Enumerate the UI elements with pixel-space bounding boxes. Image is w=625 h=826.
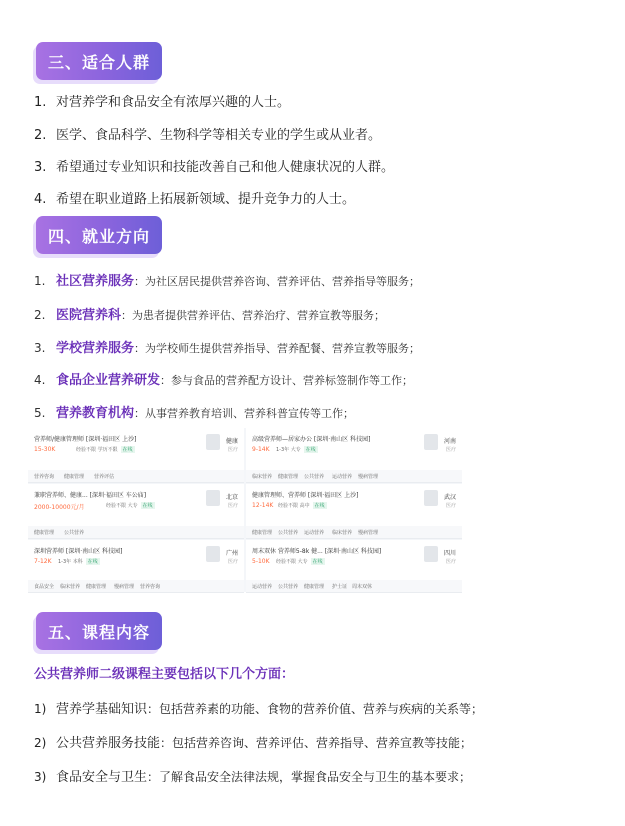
section-5-banner [36, 612, 162, 650]
company-industry: 医疗 [228, 503, 239, 509]
job-tags: 健康管理 公共营养 运动营养 临床营养 慢病管理 [246, 526, 462, 538]
section-3-banner [36, 42, 162, 80]
job-salary: 5-10K [252, 558, 270, 565]
company-logo [206, 546, 220, 562]
audience-item: 4. 希望在职业道路上拓展新领域、提升竞争力的人士。 [34, 192, 356, 207]
company-logo [206, 490, 220, 506]
company-name: 河南 [444, 438, 457, 445]
section-4-title: 四、就业方向 [47, 226, 150, 246]
company-name: 健康 [226, 438, 239, 445]
company-industry: 医疗 [446, 559, 457, 565]
job-meta: 经验不限 大专 在线 [106, 503, 153, 509]
job-title: 营养师/健康管理师 [深圳·福田区 上沙] [34, 436, 137, 443]
job-meta: 1-3年 本科 在线 [58, 559, 98, 565]
job-title: 兼职营养师、健康... [深圳·福田区 车公庙] [34, 492, 147, 499]
audience-item: 1. 对营养学和食品安全有浓厚兴趣的人士。 [34, 95, 291, 110]
employment-item: 1. 社区营养服务：为社区居民提供营养咨询、营养评估、营养指导等服务； [34, 274, 421, 289]
course-item: 2) 公共营养服务技能：包括营养咨询、营养评估、营养指导、营养宣教等技能； [34, 736, 473, 751]
section-3-title: 三、适合人群 [47, 52, 150, 72]
job-salary: 9-14K [252, 446, 270, 453]
job-salary: 12-14K [252, 502, 274, 509]
job-meta: 1-3年 大专 在线 [276, 447, 316, 453]
job-card[interactable] [28, 428, 244, 483]
online-badge: 在线 [312, 559, 323, 565]
job-card[interactable] [246, 484, 462, 539]
job-meta: 经验不限 大专 在线 [276, 559, 323, 565]
audience-item: 2. 医学、食品科学、生物科学等相关专业的学生或从业者。 [34, 128, 382, 143]
company-name: 武汉 [444, 494, 457, 501]
company-logo [424, 546, 438, 562]
company-industry: 医疗 [446, 447, 457, 453]
job-listings-screenshot [28, 428, 462, 592]
job-tags: 运动营养 公共营养 健康管理 护士证 周末双休 [246, 580, 462, 592]
job-title: 高级营养师—居家办公 [深圳·南山区 科技园] [252, 436, 371, 443]
course-item: 1) 营养学基础知识：包括营养素的功能、食物的营养价值、营养与疾病的关系等； [34, 702, 484, 717]
job-card[interactable] [246, 540, 462, 593]
employment-item: 5. 营养教育机构：从事营养教育培训、营养科普宣传等工作； [34, 406, 355, 421]
job-meta: 经验不限 学历不限 在线 [76, 447, 133, 453]
company-industry: 医疗 [228, 559, 239, 565]
online-badge: 在线 [142, 503, 153, 509]
audience-item: 3. 希望通过专业知识和技能改善自己和他人健康状况的人群。 [34, 160, 395, 175]
course-item: 3) 食品安全与卫生：了解食品安全法律法规，掌握食品安全与卫生的基本要求； [34, 770, 472, 785]
job-title: 深圳营养师 [深圳·南山区 科技园] [34, 548, 123, 555]
employment-item: 3. 学校营养服务：为学校师生提供营养指导、营养配餐、营养宣教等服务； [34, 341, 421, 356]
company-industry: 医疗 [228, 447, 239, 453]
job-meta: 经验不限 高中 在线 [278, 503, 325, 509]
employment-item: 4. 食品企业营养研发：参与食品的营养配方设计、营养标签制作等工作； [34, 373, 414, 388]
job-tags: 临床营养 健康管理 公共营养 运动营养 慢病管理 [246, 470, 462, 482]
company-industry: 医疗 [446, 503, 457, 509]
online-badge: 在线 [122, 447, 133, 453]
company-name: 广州 [226, 550, 239, 557]
job-salary: 2000-10000元/月 [34, 504, 85, 511]
job-title: 周末双休 营养师5-8k 健... [深圳·南山区 科技园] [252, 548, 382, 555]
company-name: 四川 [444, 550, 457, 557]
job-card[interactable] [246, 428, 462, 483]
online-badge: 在线 [305, 447, 316, 453]
job-salary: 15-30K [34, 446, 56, 453]
online-badge: 在线 [87, 559, 98, 565]
company-logo [206, 434, 220, 450]
section-4-banner [36, 216, 162, 254]
job-tags: 健康管理 公共营养 [28, 526, 244, 538]
company-logo [424, 490, 438, 506]
job-tags: 营养咨询 健康管理 营养评估 [28, 470, 244, 482]
course-intro: 公共营养师二级课程主要包括以下几个方面： [34, 667, 295, 682]
job-card[interactable] [28, 540, 244, 593]
employment-item: 2. 医院营养科：为患者提供营养评估、营养治疗、营养宣教等服务； [34, 308, 386, 323]
job-title: 健康管理师、营养师 [深圳·福田区 上沙] [252, 492, 359, 499]
job-salary: 7-12K [34, 558, 52, 565]
job-tags: 食品安全 临床营养 健康管理 慢病管理 营养咨询 [28, 580, 244, 592]
section-5-title: 五、课程内容 [47, 622, 150, 642]
company-logo [424, 434, 438, 450]
online-badge: 在线 [314, 503, 325, 509]
company-name: 北京 [226, 494, 239, 501]
job-card[interactable] [28, 484, 244, 539]
